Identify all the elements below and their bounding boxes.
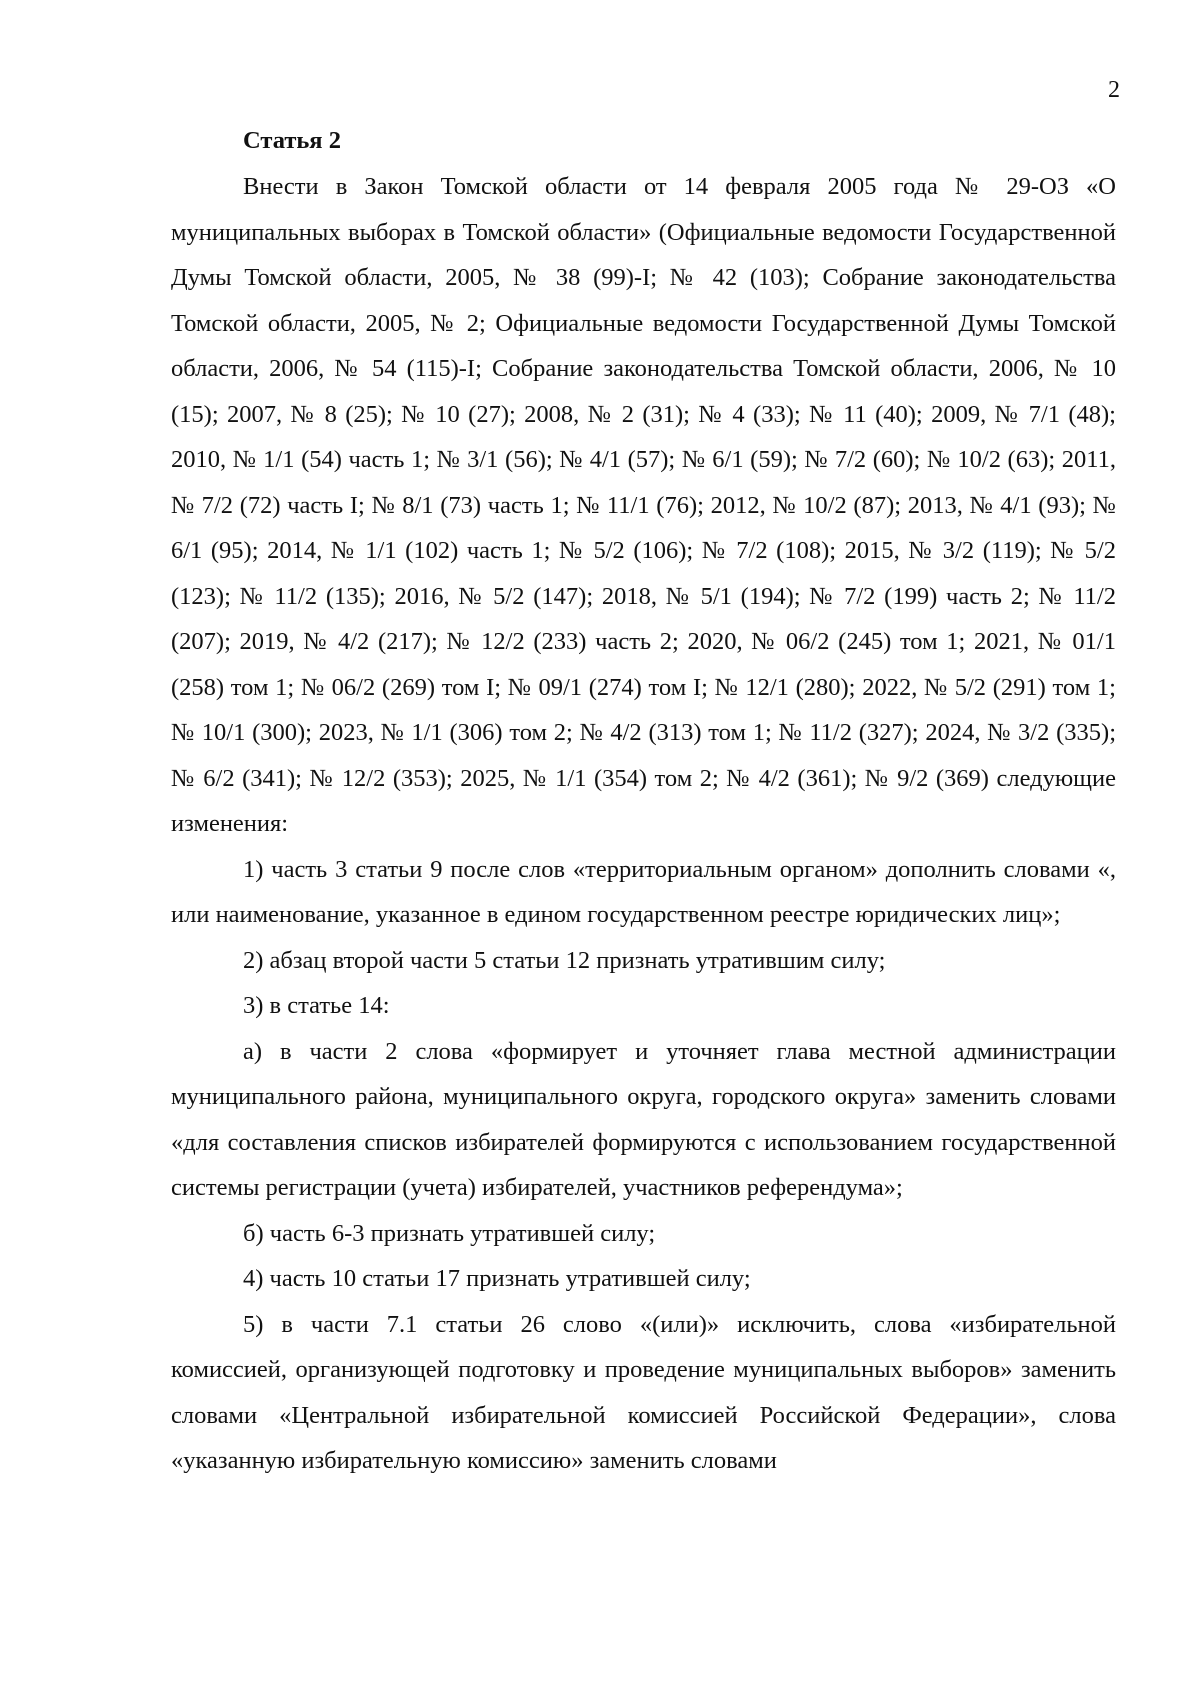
page-number: 2 <box>1108 77 1120 103</box>
amendment-item-1: 1) часть 3 статьи 9 после слов «территориальным органом» дополнить словами «, или наименование, указанное в едином государственном реестре юридических лиц»; <box>171 855 1116 928</box>
amendment-subitem-a: а) в части 2 слова «формирует и уточняет глава местной администрации муниципального района, муниципального округа, городского округа» заменить словами «для составления списков избирателей формируются с использованием государственной системы регистрации (учета) избирателей, участников референдума»; <box>171 1037 1116 1201</box>
article-intro-paragraph: Внести в Закон Томской области от 14 февраля 2005 года № 29-ОЗ «О муниципальных выборах в Томской области» (Официальные ведомости Государственной Думы Томской области, 2005, № 38 (99)-I; № 42 (103); Собрание законодательства Томской области, 2005, № 2; Официальные ведомости Государственной Думы Томской области, 2006, № 54 (115)-I; Собрание законодательства Томской области, 2006, № 10 (15); 2007, № 8 (25); № 10 (27); 2008, № 2 (31); № 4 (33); № 11 (40); 2009, № 7/1 (48); 2010, № 1/1 (54) часть 1; № 3/1 (56); № 4/1 (57); № 6/1 (59); № 7/2 (60); № 10/2 (63); 2011, № 7/2 (72) часть I; № 8/1 (73) часть 1; № 11/1 (76); 2012, № 10/2 (87); 2013, № 4/1 (93); № 6/1 (95); 2014, № 1/1 (102) часть 1; № 5/2 (106); № 7/2 (108); 2015, № 3/2 (119); № 5/2 (123); № 11/2 (135); 2016, № 5/2 (147); 2018, № 5/1 (194); № 7/2 (199) часть 2; № 11/2 (207); 2019, № 4/2 (217); № 12/2 (233) часть 2; 2020, № 06/2 (245) том 1; 2021, № 01/1 (258) том 1; № 06/2 (269) том I; № 09/1 (274) том I; № 12/1 (280); 2022, № 5/2 (291) том 1; № 10/1 (300); 2023, № 1/1 (306) том 2; № 4/2 (313) том 1; № 11/2 (327); 2024, № 3/2 (335); № 6/2 (341); № 12/2 (353); 2025, № 1/1 (354) том 2; № 4/2 (361); № 9/2 (369) следующие изменения: <box>171 173 1116 837</box>
article-heading: Статья 2 <box>243 127 341 154</box>
amendment-item-4: 4) часть 10 статьи 17 признать утратившей силу; <box>243 1265 751 1292</box>
amendment-subitem-b: б) часть 6-3 признать утратившей силу; <box>243 1219 656 1247</box>
amendment-item-3: 3) в статье 14: <box>243 992 390 1019</box>
amendment-item-2: 2) абзац второй части 5 статьи 12 признать утратившим силу; <box>243 946 886 974</box>
amendment-item-5: 5) в части 7.1 статьи 26 слово «(или)» исключить, слова «избирательной комиссией, организующей подготовку и проведение муниципальных выборов» заменить словами «Центральной избирательной комиссией Российской Федерации», слова «указанную избирательную комиссию» заменить словами <box>171 1310 1116 1474</box>
article-body <box>171 118 1116 1484</box>
